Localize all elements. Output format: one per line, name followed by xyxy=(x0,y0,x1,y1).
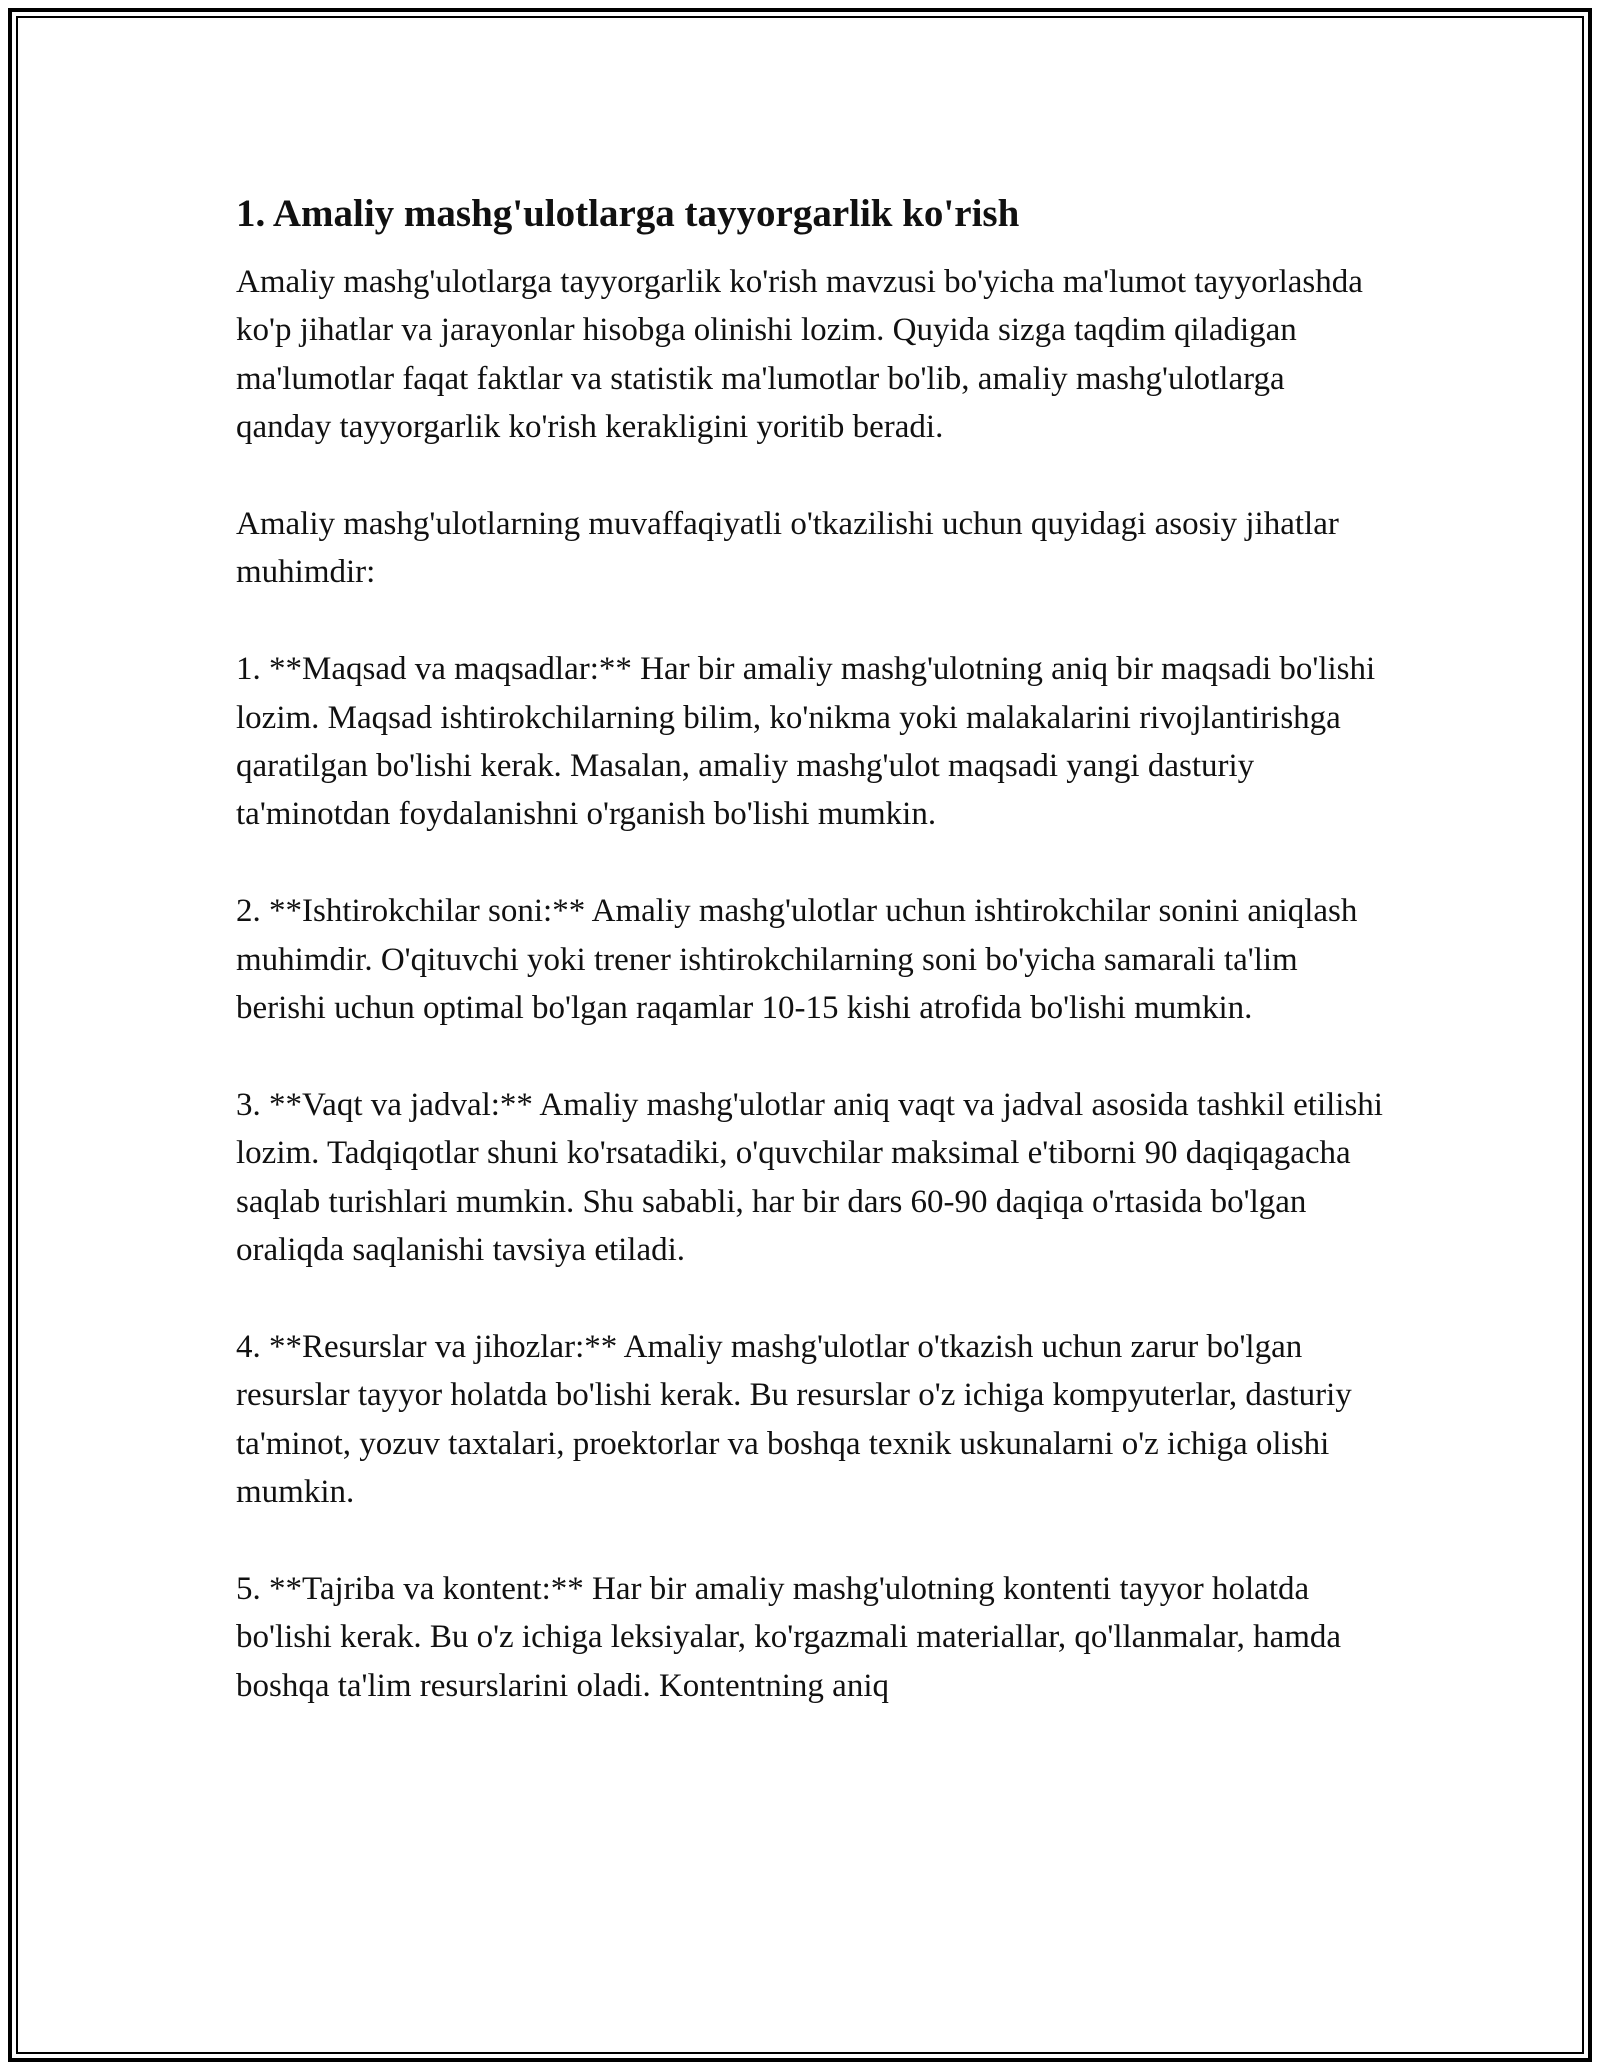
list-item-goals: 1. **Maqsad va maqsadlar:** Har bir amaliy mashg'ulotning aniq bir maqsadi bo'lishi lozim. Maqsad ishtirokchilarning bilim, ko'nikma yoki malakalarini rivojlantirishga qaratilgan bo'lishi kerak. Masalan, amaliy mashg'ulot maqsadi yangi dasturiy ta'minotdan foydalanishni o'rganish bo'lishi mumkin. xyxy=(236,651,1376,833)
list-item-participants: 2. **Ishtirokchilar soni:** Amaliy mashg'ulotlar uchun ishtirokchilar sonini aniqlash muhimdir. O'qituvchi yoki trener ishtirokchilarning soni bo'yicha samarali ta'lim berishi uchun optimal bo'lgan raqamlar 10-15 kishi atrofida bo'lishi mumkin. xyxy=(236,893,1358,1027)
list-item-schedule: 3. **Vaqt va jadval:** Amaliy mashg'ulotlar aniq vaqt va jadval asosida tashkil etilishi lozim. Tadqiqotlar shuni ko'rsatadiki, o'quvchilar maksimal e'tiborni 90 daqiqagacha saqlab turishlari mumkin. Shu sababli, har bir dars 60-90 daqiqa o'rtasida bo'lgan oraliqda saqlanishi tavsiya etiladi. xyxy=(236,1086,1383,1269)
aspects-intro-paragraph: Amaliy mashg'ulotlarning muvaffaqiyatli o'tkazilishi uchun quyidagi asosiy jihatlar muhimdir: xyxy=(236,506,1339,591)
list-item-resources: 4. **Resurslar va jihozlar:** Amaliy mashg'ulotlar o'tkazish uchun zarur bo'lgan resurslar tayyor holatda bo'lishi kerak. Bu resurslar o'z ichiga kompyuterlar, dasturiy ta'minot, yozuv taxtalari, proektorlar va boshqa texnik uskunalarni o'z ichiga olishi mumkin. xyxy=(236,1328,1352,1511)
intro-paragraph: Amaliy mashg'ulotlarga tayyorgarlik ko'rish mavzusi bo'yicha ma'lumot tayyorlashda ko'p jihatlar va jarayonlar hisobga olinishi lozim. Quyida sizga taqdim qiladigan ma'lumotlar faqat faktlar va statistik ma'lumotlar bo'lib, amaliy mashg'ulotlarga qanday tayyorgarlik ko'rish kerakligini yoritib beradi. xyxy=(236,264,1363,446)
document-title: 1. Amaliy mashg'ulotlarga tayyorgarlik ko'rish xyxy=(236,192,1020,235)
list-item-content: 5. **Tajriba va kontent:** Har bir amaliy mashg'ulotning kontenti tayyor holatda bo'lishi kerak. Bu o'z ichiga leksiyalar, ko'rgazmali materiallar, qo'llanmalar, hamda boshqa ta'lim resurslarini oladi. Kontentning aniq xyxy=(236,1570,1342,1704)
document-body xyxy=(236,188,1386,1710)
